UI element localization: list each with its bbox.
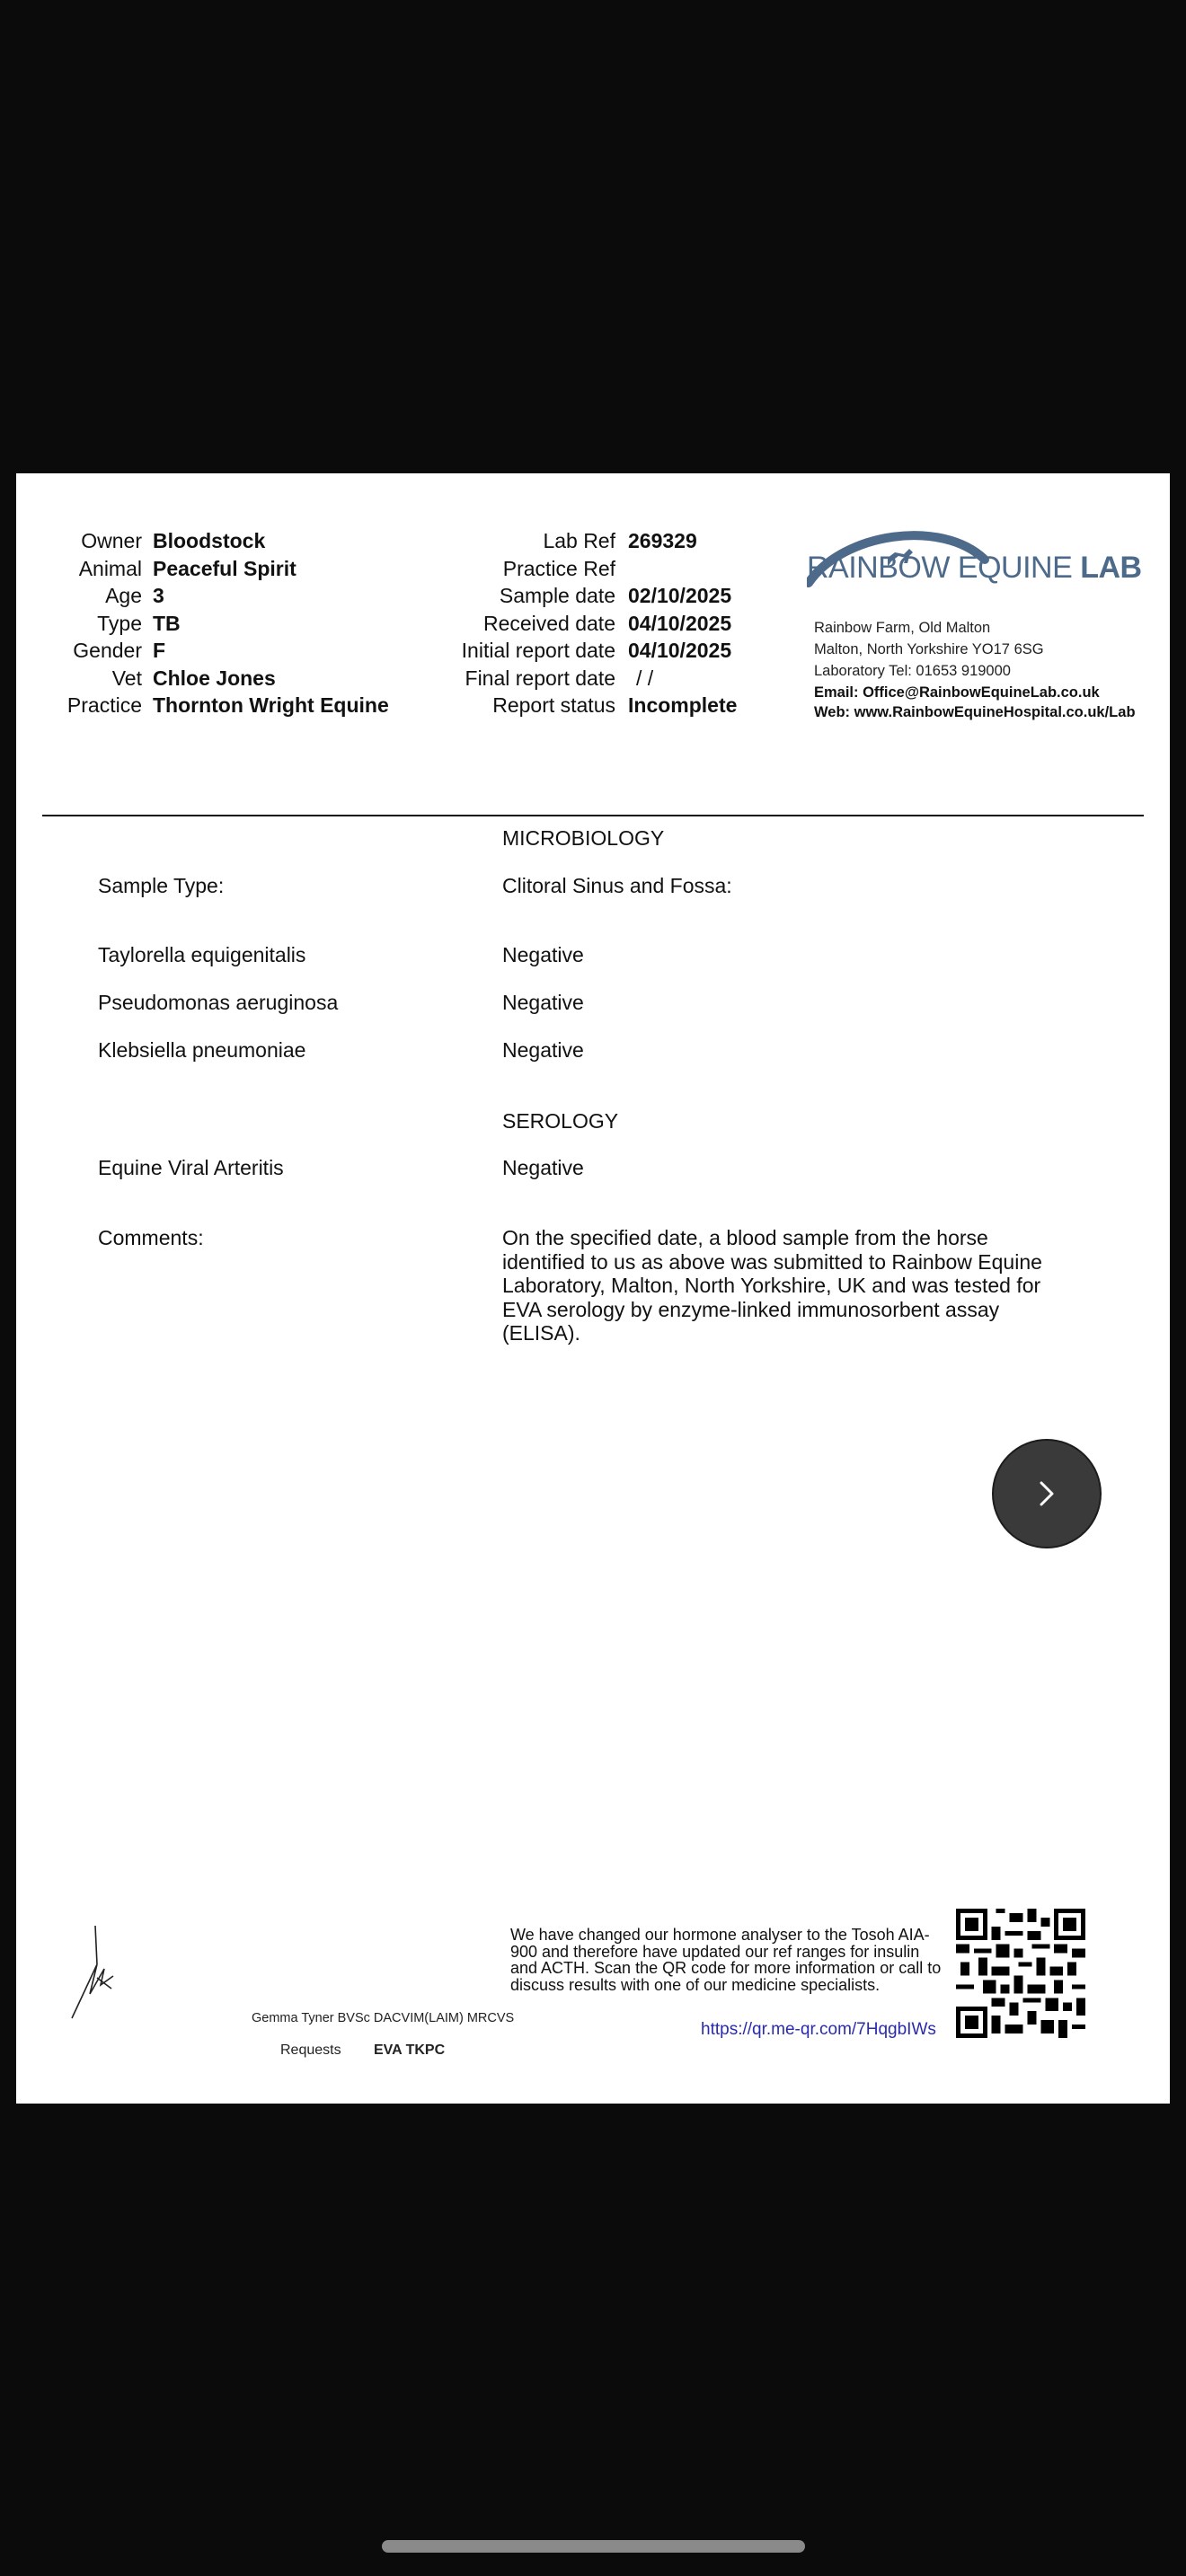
report-details bbox=[16, 527, 807, 719]
vet-value: Chloe Jones bbox=[153, 666, 276, 690]
home-indicator[interactable] bbox=[382, 2540, 805, 2553]
lab-web: Web: www.RainbowEquineHospital.co.uk/Lab bbox=[814, 704, 1136, 720]
logo-text-lab: LAB bbox=[1080, 551, 1142, 585]
owner-value: Bloodstock bbox=[153, 529, 266, 552]
next-page-button[interactable] bbox=[992, 1439, 1102, 1548]
requests-label: Requests bbox=[280, 2042, 341, 2058]
test-name: Taylorella equigenitalis bbox=[98, 943, 306, 966]
qr-code-icon[interactable] bbox=[956, 1909, 1085, 2038]
test-name: Klebsiella pneumoniae bbox=[98, 1038, 306, 1062]
signature-image bbox=[70, 1924, 142, 2023]
gender-value: F bbox=[153, 639, 166, 662]
age-value: 3 bbox=[153, 584, 164, 607]
report-page bbox=[16, 473, 1170, 2104]
test-result: Negative bbox=[502, 991, 584, 1014]
initial-report-date-row: Initial report date 04/10/2025 bbox=[16, 637, 807, 665]
animal-row: Animal Peaceful Spirit bbox=[43, 555, 438, 583]
owner-row: Owner Bloodstock bbox=[43, 527, 438, 555]
final-report-date-value: / / bbox=[636, 666, 654, 690]
sample-type-label: Sample Type: bbox=[98, 874, 225, 897]
test-result: Negative bbox=[502, 1038, 584, 1062]
requests-value: EVA TKPC bbox=[374, 2042, 446, 2058]
chevron-right-icon bbox=[1029, 1476, 1065, 1512]
notice-text: We have changed our hormone analyser to the Tosoh AIA-900 and therefore have updated our ref ranges for insulin and ACTH. Scan the QR code for more information or call to discuss results with one of our medicine specialists. bbox=[510, 1926, 942, 1994]
comments-text: On the specified date, a blood sample from the horse identified to us as above was submitted to Rainbow Equine Laboratory, Malton, North Yorkshire, UK and was tested for EVA serology by enzyme-linked immunosorbent assay (ELISA). bbox=[502, 1226, 1042, 1345]
gender-row: Gender F bbox=[43, 637, 438, 665]
sample-date-value: 02/10/2025 bbox=[628, 584, 732, 607]
vet-row: Vet Chloe Jones bbox=[43, 665, 438, 693]
lab-logo bbox=[807, 524, 1142, 595]
report-status-row: Report status Incomplete bbox=[16, 692, 807, 719]
serology-heading: SEROLOGY bbox=[502, 1109, 619, 1133]
requests-line bbox=[280, 2042, 446, 2059]
microbiology-heading: MICROBIOLOGY bbox=[502, 826, 665, 850]
practice-row: Practice Thornton Wright Equine bbox=[43, 692, 438, 719]
type-row: Type TB bbox=[43, 610, 438, 638]
header-divider bbox=[42, 815, 1144, 816]
age-row: Age 3 bbox=[43, 582, 438, 610]
lab-ref-row: Lab Ref 269329 bbox=[16, 527, 807, 555]
initial-report-date-value: 04/10/2025 bbox=[628, 639, 732, 662]
received-date-row: Received date 04/10/2025 bbox=[16, 610, 807, 638]
comments-label: Comments: bbox=[98, 1226, 204, 1249]
test-result: Negative bbox=[502, 943, 584, 966]
animal-value: Peaceful Spirit bbox=[153, 556, 296, 580]
logo-text: RAINBOW EQUINE bbox=[807, 551, 1073, 585]
final-report-date-row: Final report date / / bbox=[16, 665, 807, 693]
report-status-value: Incomplete bbox=[628, 693, 738, 717]
sample-date-row: Sample date 02/10/2025 bbox=[16, 582, 807, 610]
sample-type-value: Clitoral Sinus and Fossa: bbox=[502, 874, 732, 897]
lab-email: Email: Office@RainbowEquineLab.co.uk bbox=[814, 684, 1100, 701]
received-date-value: 04/10/2025 bbox=[628, 611, 732, 635]
practice-value: Thornton Wright Equine bbox=[153, 693, 389, 717]
signer-name: Gemma Tyner BVSc DACVIM(LAIM) MRCVS bbox=[252, 2011, 515, 2025]
qr-link[interactable]: https://qr.me-qr.com/7HqgbIWs bbox=[701, 2020, 936, 2039]
test-name: Pseudomonas aeruginosa bbox=[98, 991, 339, 1014]
practice-ref-row: Practice Ref bbox=[502, 556, 615, 580]
test-result: Negative bbox=[502, 1156, 584, 1179]
type-value: TB bbox=[153, 611, 181, 635]
lab-ref-value: 269329 bbox=[628, 529, 697, 552]
test-name: Equine Viral Arteritis bbox=[98, 1156, 284, 1179]
lab-address: Rainbow Farm, Old Malton Malton, North Yorkshire YO17 6SG Laboratory Tel: 01653 919000 Email: Office@RainbowEquineLab.co.uk Web: www.RainbowEquineHospital.co.uk/Lab bbox=[814, 620, 1136, 720]
